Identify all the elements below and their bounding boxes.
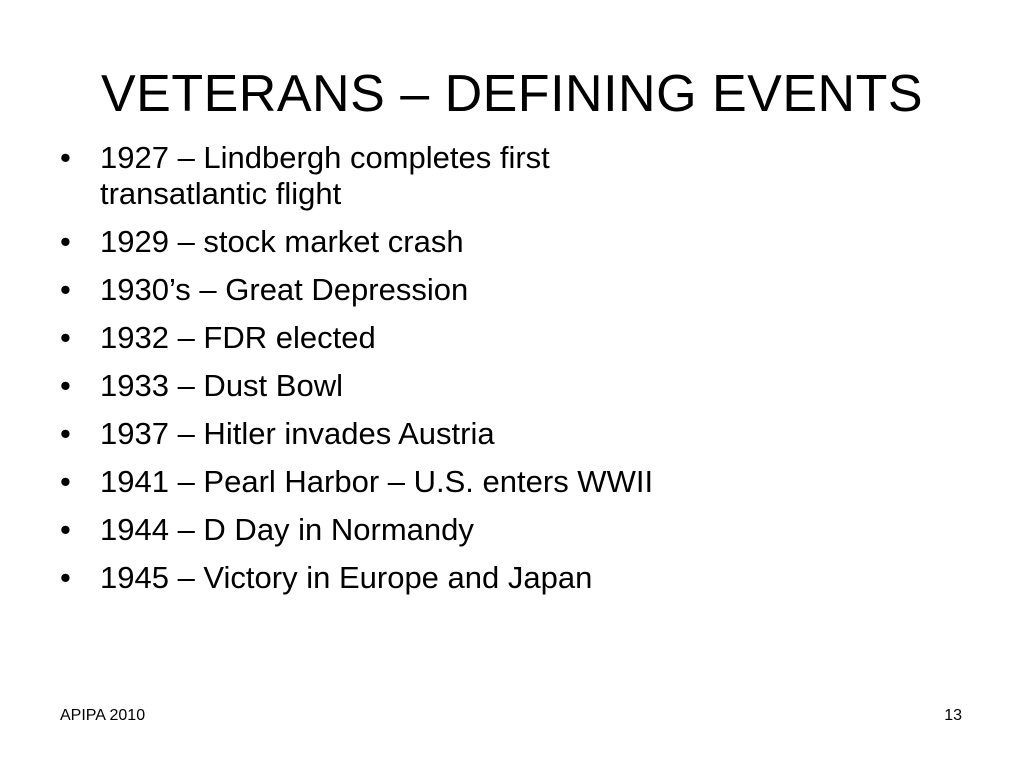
list-item <box>60 464 660 500</box>
list-item <box>60 416 660 452</box>
list-item <box>60 224 660 260</box>
list-item <box>60 140 660 212</box>
list-item <box>60 560 660 596</box>
list-item-text: 1944 – D Day in Normandy <box>100 512 474 547</box>
list-item-text: 1929 – stock market crash <box>100 224 464 259</box>
bullet-icon: • <box>60 560 71 595</box>
bullet-icon: • <box>60 320 71 355</box>
page-number: 13 <box>944 707 962 724</box>
bullet-icon: • <box>60 464 71 499</box>
footer-text: APIPA 2010 <box>60 707 146 724</box>
list-item-text: 1937 – Hitler invades Austria <box>100 416 495 451</box>
list-item <box>60 368 660 404</box>
list-item-text: 1933 – Dust Bowl <box>100 368 343 403</box>
bullet-icon: • <box>60 368 71 403</box>
list-item-text: 1930’s – Great Depression <box>100 272 469 307</box>
bullet-icon: • <box>60 512 71 547</box>
events-list <box>60 140 660 608</box>
list-item-text: 1945 – Victory in Europe and Japan <box>100 560 593 595</box>
list-item-text: 1941 – Pearl Harbor – U.S. enters WWII <box>100 464 654 499</box>
bullet-icon: • <box>60 416 71 451</box>
list-item <box>60 320 660 356</box>
bullet-icon: • <box>60 140 71 175</box>
list-item <box>60 512 660 548</box>
bullet-icon: • <box>60 272 71 307</box>
list-item-text: 1927 – Lindbergh completes first transatlantic flight <box>100 140 550 211</box>
bullet-icon: • <box>60 224 71 259</box>
list-item-text: 1932 – FDR elected <box>100 320 376 355</box>
list-item <box>60 272 660 308</box>
slide-title: VETERANS – DEFINING EVENTS <box>100 65 924 123</box>
